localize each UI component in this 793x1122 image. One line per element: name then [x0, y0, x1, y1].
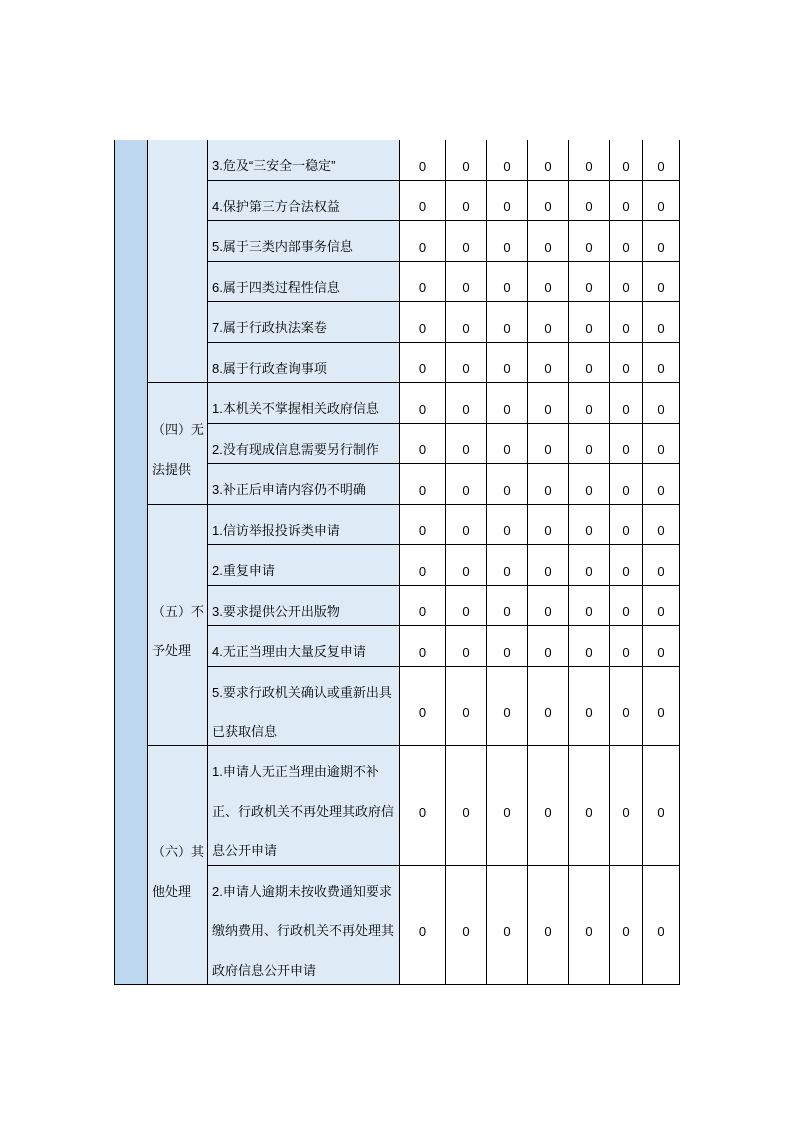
cell-value: 0: [585, 199, 593, 215]
cell-value: 0: [585, 401, 593, 417]
value-cell: [643, 302, 680, 343]
value-cell: [446, 667, 487, 747]
value-cell: [643, 383, 680, 424]
cell-value: 0: [622, 239, 630, 255]
cell-value: 0: [418, 923, 427, 939]
value-cell: [528, 140, 569, 181]
value-cell: [487, 302, 528, 343]
value-cell: [569, 221, 610, 262]
value-cell: [610, 667, 643, 747]
cell-value: 0: [544, 199, 552, 215]
cell-value: 0: [544, 361, 552, 377]
value-cell: [400, 667, 446, 747]
value-cell: [400, 302, 446, 343]
value-cell: [400, 464, 446, 505]
cell-value: 0: [544, 320, 552, 336]
cell-value: 0: [622, 158, 630, 174]
value-cell: [446, 262, 487, 303]
row-label-cell: [208, 626, 400, 667]
value-cell: [610, 343, 643, 384]
cell-value: 0: [585, 923, 593, 939]
cell-value: 0: [418, 320, 427, 336]
cell-value: 0: [657, 361, 665, 377]
cell-value: 0: [657, 523, 665, 539]
value-cell: [528, 586, 569, 627]
value-cell: [446, 383, 487, 424]
row-label-line: 6.属于四类过程性信息: [212, 279, 340, 295]
value-cell: [446, 140, 487, 181]
value-cell: [528, 464, 569, 505]
cell-value: 0: [657, 199, 665, 215]
cell-value: 0: [462, 482, 470, 498]
cell-value: 0: [544, 280, 552, 296]
row-label-cell: [208, 383, 400, 424]
cell-value: 0: [503, 361, 511, 377]
group-label-cell: [148, 746, 208, 985]
cell-value: 0: [544, 923, 552, 939]
value-cell: [610, 586, 643, 627]
value-cell: [487, 383, 528, 424]
cell-value: 0: [462, 804, 470, 820]
cell-value: 0: [462, 923, 470, 939]
cell-value: 0: [544, 523, 552, 539]
cell-value: 0: [657, 923, 665, 939]
cell-value: 0: [503, 239, 511, 255]
value-cell: [610, 464, 643, 505]
row-label-line: 5.要求行政机关确认或重新出具: [212, 684, 392, 700]
value-cell: [643, 464, 680, 505]
value-cell: [487, 221, 528, 262]
cell-value: 0: [544, 482, 552, 498]
cell-value: 0: [585, 239, 593, 255]
group-label-cell: [148, 140, 208, 383]
value-cell: [610, 383, 643, 424]
row-label-line: 3.补正后申请内容仍不明确: [212, 482, 366, 497]
row-label-line: 7.属于行政执法案卷: [212, 320, 327, 335]
value-cell: [528, 746, 569, 865]
value-cell: [569, 181, 610, 222]
value-cell: [487, 545, 528, 586]
value-cell: [528, 667, 569, 747]
disclosure-table: [114, 140, 680, 985]
row-label-cell: [208, 221, 400, 262]
cell-value: 0: [418, 482, 427, 498]
value-cell: [446, 424, 487, 465]
row-label-line: 4.无正当理由大量反复申请: [212, 644, 366, 659]
cell-value: 0: [657, 563, 665, 579]
value-cell: [487, 343, 528, 384]
cell-value: 0: [418, 563, 427, 579]
table-row: [208, 383, 680, 424]
row-label-line: 4.保护第三方合法权益: [212, 198, 340, 214]
group-label-cell: [148, 383, 208, 505]
row-label-cell: [208, 667, 400, 747]
value-cell: [400, 586, 446, 627]
value-cell: [610, 545, 643, 586]
cell-value: 0: [622, 482, 630, 498]
row-label-cell: [208, 505, 400, 546]
value-cell: [610, 424, 643, 465]
table-row: [208, 505, 680, 546]
cell-value: 0: [462, 604, 470, 620]
cell-value: 0: [503, 923, 511, 939]
row-label-cell: [208, 424, 400, 465]
cell-value: 0: [462, 523, 470, 539]
group-label-line: 法提供: [152, 461, 192, 477]
cell-value: 0: [544, 239, 552, 255]
cell-value: 0: [418, 442, 427, 458]
cell-value: 0: [544, 804, 552, 820]
cell-value: 0: [418, 804, 427, 820]
cell-value: 0: [544, 644, 552, 660]
cell-value: 0: [657, 239, 665, 255]
cell-value: 0: [585, 280, 593, 296]
cell-value: 0: [418, 361, 427, 377]
value-cell: [400, 181, 446, 222]
cell-value: 0: [462, 239, 470, 255]
row-label-cell: [208, 545, 400, 586]
group-label-cell: [148, 505, 208, 747]
cell-value: 0: [657, 644, 665, 660]
table-row: [208, 302, 680, 343]
cell-value: 0: [418, 239, 427, 255]
value-cell: [446, 221, 487, 262]
table-row: [208, 140, 680, 181]
cell-value: 0: [657, 280, 665, 296]
cell-value: 0: [544, 401, 552, 417]
value-cell: [569, 667, 610, 747]
value-cell: [610, 181, 643, 222]
value-cell: [528, 383, 569, 424]
side-band-cell: [114, 140, 148, 985]
cell-value: 0: [622, 442, 630, 458]
value-cell: [528, 866, 569, 985]
cell-value: 0: [585, 604, 593, 620]
value-cell: [569, 140, 610, 181]
cell-value: 0: [462, 199, 470, 215]
value-cell: [569, 464, 610, 505]
cell-value: 0: [503, 804, 511, 820]
value-cell: [643, 140, 680, 181]
cell-value: 0: [544, 604, 552, 620]
row-label-line: 3.危及“三安全一稳定”: [212, 158, 336, 173]
row-label-cell: [208, 746, 400, 865]
value-cell: [400, 545, 446, 586]
value-cell: [446, 343, 487, 384]
row-label-cell: [208, 343, 400, 384]
value-cell: [528, 545, 569, 586]
value-cell: [643, 667, 680, 747]
group-label-line: （五）不: [152, 603, 205, 619]
cell-value: 0: [622, 280, 630, 296]
cell-value: 0: [622, 361, 630, 377]
row-label-line: 息公开申请: [212, 843, 278, 859]
table-row: [208, 586, 680, 627]
table-row: [208, 545, 680, 586]
cell-value: 0: [503, 199, 511, 215]
cell-value: 0: [585, 804, 593, 820]
table-row: [208, 746, 680, 865]
row-label-line: 2.申请人逾期未按收费通知要求: [212, 883, 392, 899]
cell-value: 0: [622, 199, 630, 215]
value-cell: [487, 505, 528, 546]
value-cell: [528, 343, 569, 384]
row-label-cell: [208, 140, 400, 181]
value-cell: [400, 866, 446, 985]
cell-value: 0: [462, 704, 470, 720]
cell-value: 0: [585, 704, 593, 720]
cell-value: 0: [544, 158, 552, 174]
value-cell: [528, 302, 569, 343]
value-cell: [569, 262, 610, 303]
value-cell: [446, 746, 487, 865]
value-cell: [487, 667, 528, 747]
cell-value: 0: [544, 704, 552, 720]
value-cell: [400, 626, 446, 667]
value-cell: [643, 262, 680, 303]
value-cell: [446, 545, 487, 586]
row-label-cell: [208, 464, 400, 505]
value-cell: [569, 383, 610, 424]
value-cell: [643, 866, 680, 985]
cell-value: 0: [418, 401, 427, 417]
table-row: [208, 667, 680, 747]
cell-value: 0: [503, 158, 511, 174]
cell-value: 0: [462, 442, 470, 458]
table-row: [208, 626, 680, 667]
cell-value: 0: [503, 280, 511, 296]
table-row: [208, 866, 680, 985]
value-cell: [446, 866, 487, 985]
table-row: [208, 424, 680, 465]
value-cell: [487, 424, 528, 465]
value-cell: [400, 343, 446, 384]
cell-value: 0: [503, 563, 511, 579]
cell-value: 0: [657, 704, 665, 720]
value-cell: [400, 383, 446, 424]
value-cell: [446, 464, 487, 505]
value-cell: [400, 424, 446, 465]
cell-value: 0: [503, 704, 511, 720]
row-label-cell: [208, 866, 400, 985]
value-cell: [643, 505, 680, 546]
cell-value: 0: [418, 644, 427, 660]
row-label-line: 5.属于三类内部事务信息: [212, 239, 353, 254]
row-label-cell: [208, 586, 400, 627]
cell-value: 0: [544, 442, 552, 458]
value-cell: [610, 262, 643, 303]
table-row: [208, 262, 680, 303]
value-cell: [569, 866, 610, 985]
value-cell: [446, 181, 487, 222]
value-cell: [569, 626, 610, 667]
table-row: [208, 181, 680, 222]
cell-value: 0: [622, 604, 630, 620]
value-cell: [643, 545, 680, 586]
value-cell: [487, 866, 528, 985]
value-cell: [610, 221, 643, 262]
value-cell: [610, 626, 643, 667]
cell-value: 0: [462, 320, 470, 336]
value-cell: [528, 221, 569, 262]
group-label-line: （四）无: [152, 422, 205, 438]
row-label-cell: [208, 181, 400, 222]
row-label-line: 缴纳费用、行政机关不再处理其: [212, 923, 395, 939]
value-cell: [643, 181, 680, 222]
cell-value: 0: [503, 523, 511, 539]
value-cell: [610, 746, 643, 865]
value-cell: [528, 181, 569, 222]
row-label-line: 1.申请人无正当理由逾期不补: [212, 764, 379, 780]
cell-value: 0: [585, 563, 593, 579]
cell-value: 0: [622, 804, 630, 820]
value-cell: [643, 746, 680, 865]
value-cell: [400, 505, 446, 546]
cell-value: 0: [462, 563, 470, 579]
value-cell: [487, 626, 528, 667]
cell-value: 0: [622, 704, 630, 720]
cell-value: 0: [503, 482, 511, 498]
value-cell: [528, 626, 569, 667]
value-cell: [569, 545, 610, 586]
cell-value: 0: [418, 158, 427, 174]
cell-value: 0: [585, 644, 593, 660]
value-cell: [487, 464, 528, 505]
cell-value: 0: [657, 604, 665, 620]
value-cell: [610, 505, 643, 546]
cell-value: 0: [503, 644, 511, 660]
value-cell: [643, 626, 680, 667]
row-label-line: 正、行政机关不再处理其政府信: [212, 803, 395, 819]
value-cell: [487, 586, 528, 627]
value-cell: [487, 140, 528, 181]
row-label-line: 1.信访举报投诉类申请: [212, 522, 340, 538]
value-cell: [569, 586, 610, 627]
value-cell: [528, 505, 569, 546]
cell-value: 0: [657, 442, 665, 458]
cell-value: 0: [657, 482, 665, 498]
cell-value: 0: [462, 280, 470, 296]
cell-value: 0: [418, 523, 427, 539]
value-cell: [446, 505, 487, 546]
cell-value: 0: [585, 523, 593, 539]
row-label-line: 2.没有现成信息需要另行制作: [212, 441, 379, 457]
row-label-line: 政府信息公开申请: [212, 962, 317, 978]
value-cell: [446, 626, 487, 667]
value-cell: [400, 140, 446, 181]
value-cell: [528, 424, 569, 465]
cell-value: 0: [503, 604, 511, 620]
value-cell: [569, 505, 610, 546]
cell-value: 0: [585, 361, 593, 377]
cell-value: 0: [657, 320, 665, 336]
cell-value: 0: [503, 442, 511, 458]
value-cell: [643, 424, 680, 465]
cell-value: 0: [585, 158, 593, 174]
value-cell: [610, 302, 643, 343]
value-cell: [569, 302, 610, 343]
cell-value: 0: [418, 199, 427, 215]
cell-value: 0: [585, 482, 593, 498]
value-cell: [446, 302, 487, 343]
cell-value: 0: [622, 523, 630, 539]
cell-value: 0: [657, 804, 665, 820]
cell-value: 0: [462, 401, 470, 417]
cell-value: 0: [622, 563, 630, 579]
cell-value: 0: [418, 604, 427, 620]
group-label-line: 他处理: [152, 883, 192, 899]
value-cell: [487, 746, 528, 865]
cell-value: 0: [622, 320, 630, 336]
value-cell: [569, 424, 610, 465]
cell-value: 0: [657, 401, 665, 417]
value-cell: [487, 181, 528, 222]
row-label-line: 已获取信息: [212, 724, 278, 739]
value-cell: [643, 343, 680, 384]
value-cell: [400, 746, 446, 865]
row-label-cell: [208, 262, 400, 303]
value-cell: [610, 140, 643, 181]
cell-value: 0: [622, 644, 630, 660]
value-cell: [400, 221, 446, 262]
cell-value: 0: [622, 401, 630, 417]
table-row: [208, 221, 680, 262]
cell-value: 0: [544, 563, 552, 579]
cell-value: 0: [462, 361, 470, 377]
row-label-line: 3.要求提供公开出版物: [212, 603, 340, 619]
value-cell: [610, 866, 643, 985]
table-row: [208, 464, 680, 505]
row-label-cell: [208, 302, 400, 343]
cell-value: 0: [418, 704, 427, 720]
row-label-line: 8.属于行政查询事项: [212, 360, 327, 376]
cell-value: 0: [585, 442, 593, 458]
table-row: [208, 343, 680, 384]
row-label-line: 1.本机关不掌握相关政府信息: [212, 401, 379, 416]
value-cell: [569, 746, 610, 865]
group-label-line: （六）其: [152, 844, 205, 860]
value-cell: [643, 586, 680, 627]
cell-value: 0: [462, 158, 470, 174]
cell-value: 0: [622, 923, 630, 939]
group-label-line: 予处理: [152, 643, 192, 659]
value-cell: [528, 262, 569, 303]
cell-value: 0: [418, 280, 427, 296]
cell-value: 0: [462, 644, 470, 660]
value-cell: [643, 221, 680, 262]
row-label-line: 2.重复申请: [212, 563, 275, 578]
cell-value: 0: [503, 401, 511, 417]
cell-value: 0: [585, 320, 593, 336]
value-cell: [487, 262, 528, 303]
cell-value: 0: [657, 158, 665, 174]
value-cell: [446, 586, 487, 627]
value-cell: [400, 262, 446, 303]
value-cell: [569, 343, 610, 384]
cell-value: 0: [503, 320, 511, 336]
